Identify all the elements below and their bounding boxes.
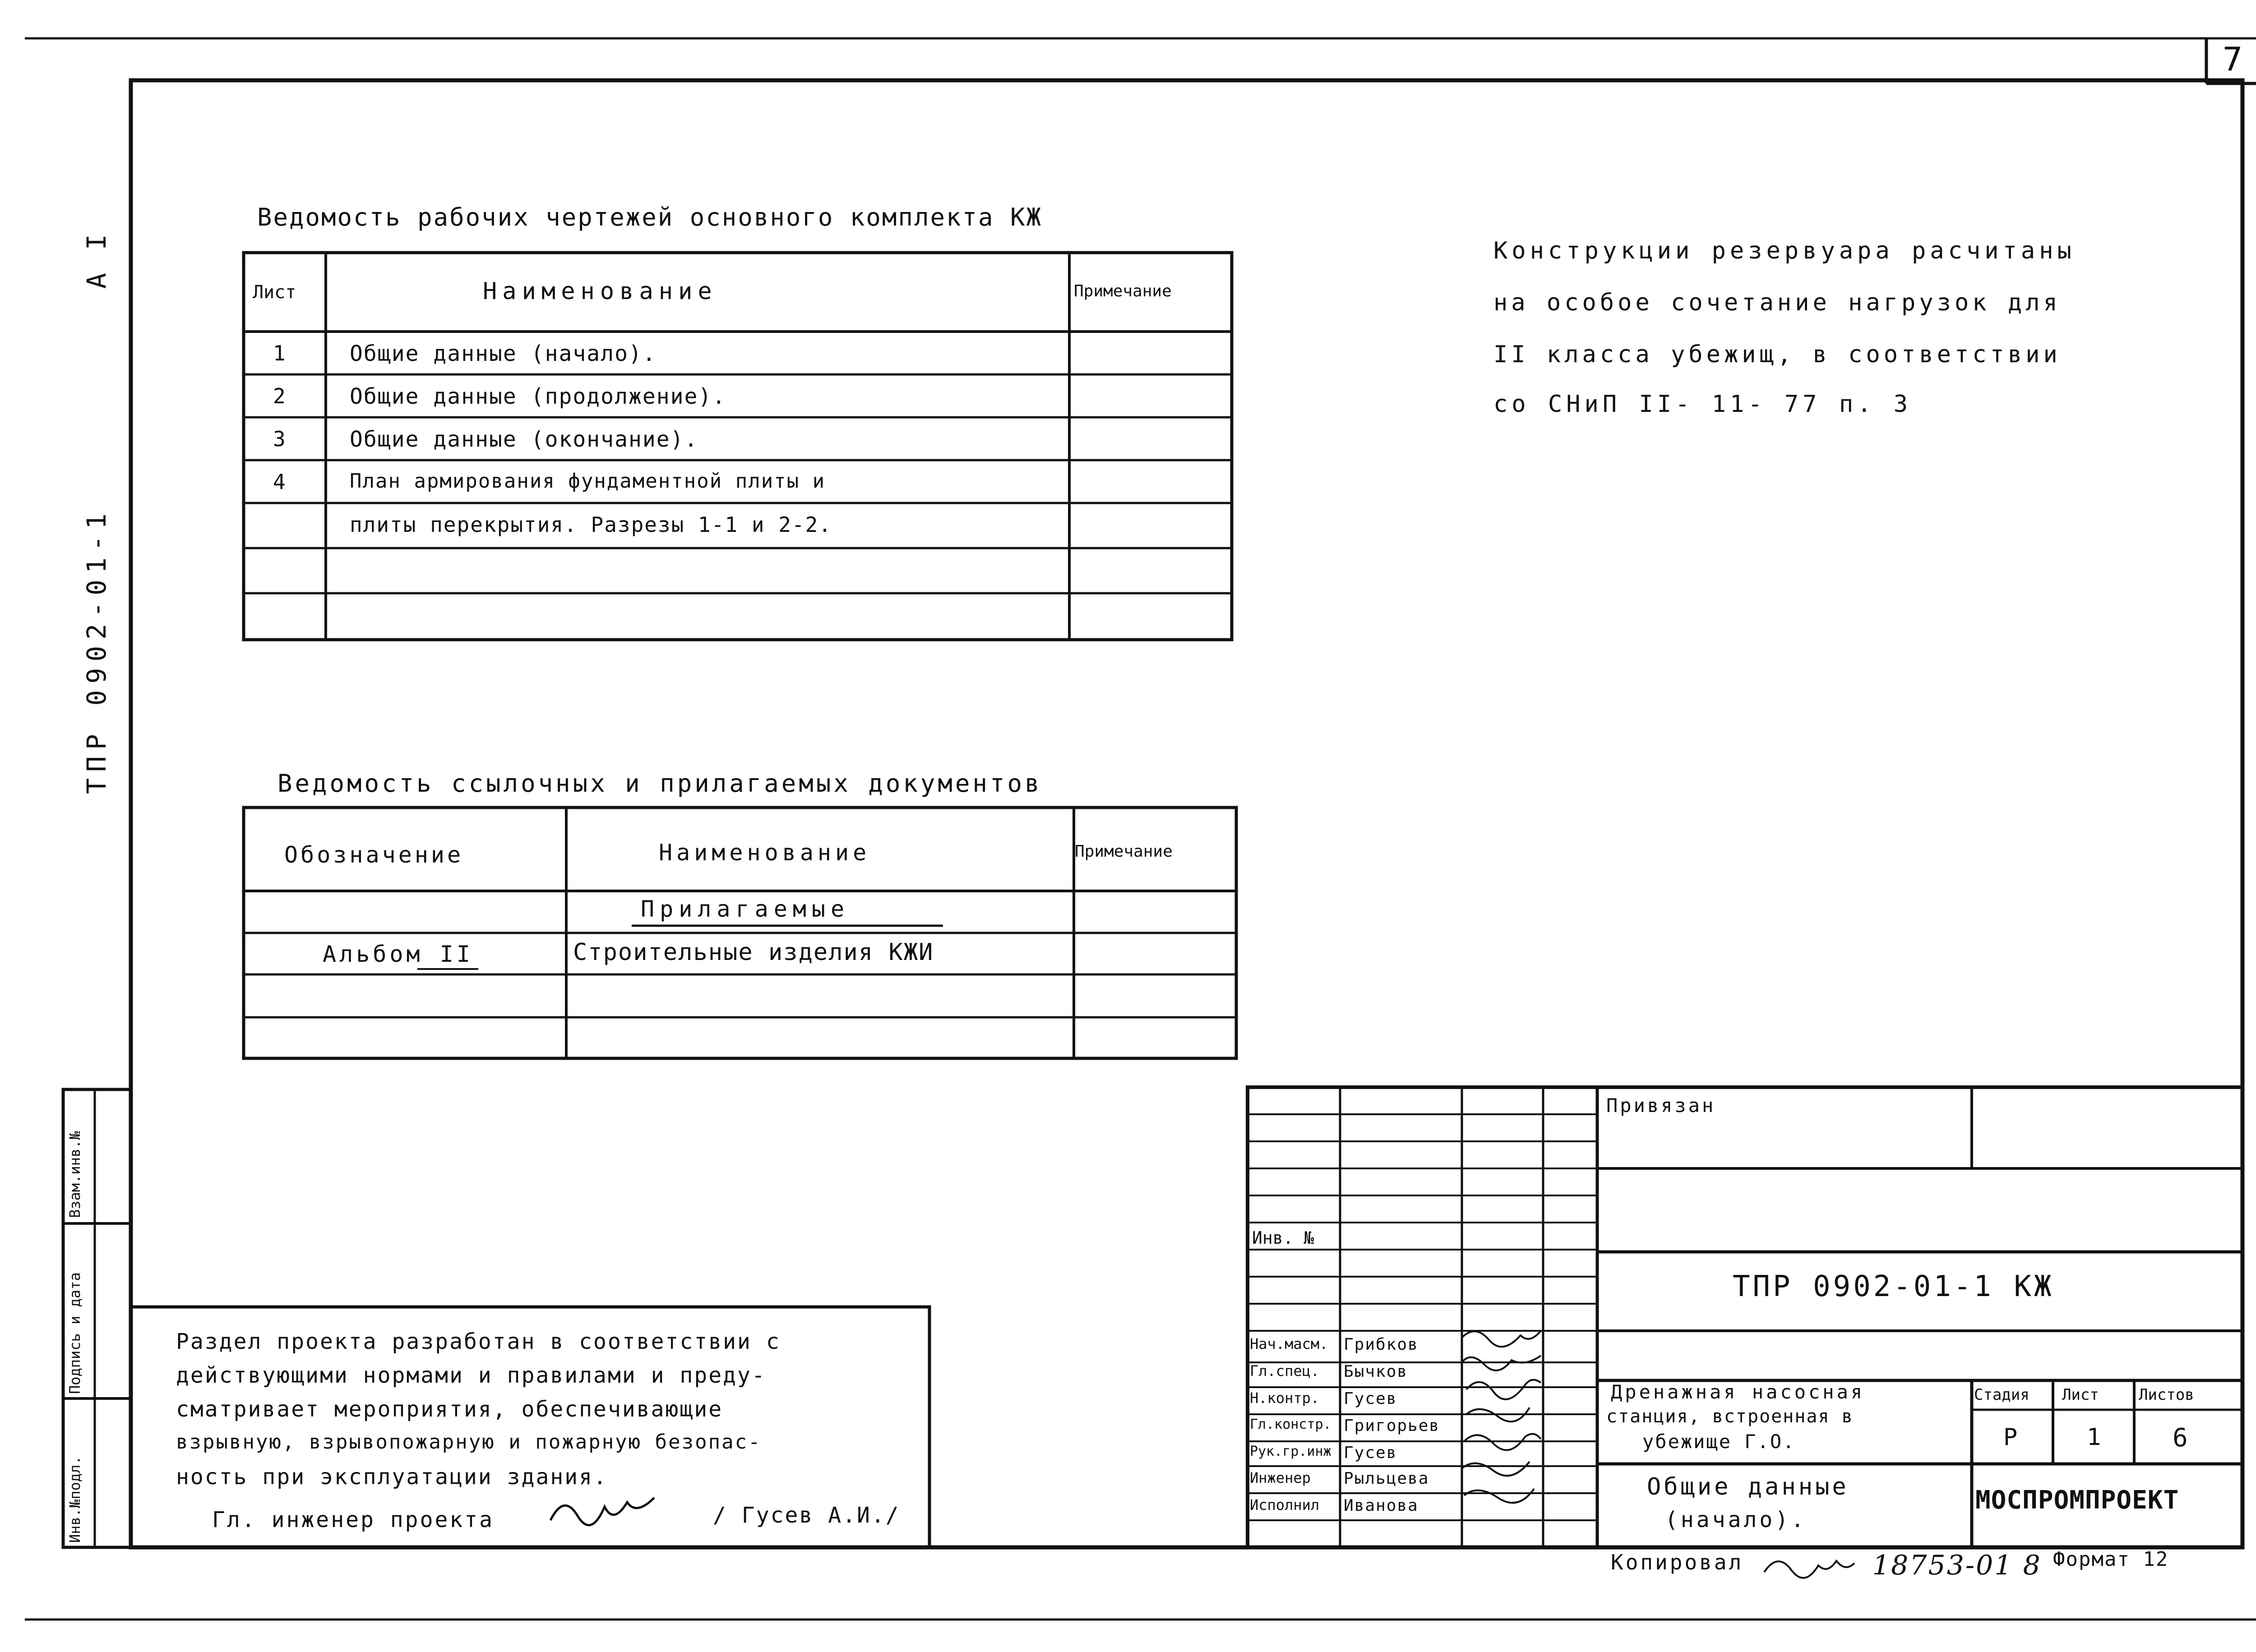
design-note-line: со СНиП II- 11- 77 п. 3 xyxy=(1493,391,1912,418)
signature-role: Инженер xyxy=(1250,1469,1311,1486)
sheets-value: 6 xyxy=(2173,1423,2188,1453)
privyazan-label: Привязан xyxy=(1606,1094,1716,1117)
sheet-title-line: (начало). xyxy=(1665,1507,1807,1532)
signature-name: Гусев xyxy=(1344,1444,1397,1462)
document-code-vertical: ТПР 0902-01-1 xyxy=(81,507,112,794)
stamp-replacement-inv: Взам.инв.№ xyxy=(66,1131,83,1218)
drawings-row-name: Общие данные (начало). xyxy=(350,341,656,366)
drawings-row-name: Общие данные (продолжение). xyxy=(350,384,726,409)
drawings-row-name: плиты перекрытия. Разрезы 1-1 и 2-2. xyxy=(350,512,832,537)
signature-role: Исполнил xyxy=(1250,1496,1320,1514)
stamp-inv-podl: Инв.№подл. xyxy=(66,1456,83,1543)
drawings-col-name: Наименование xyxy=(483,278,717,305)
signature-name: Гусев xyxy=(1344,1389,1397,1408)
object-name-line: станция, встроенная в xyxy=(1606,1406,1854,1427)
compliance-line: Раздел проекта разработан в соответствии с xyxy=(176,1329,781,1354)
object-name-line: убежище Г.О. xyxy=(1642,1431,1796,1453)
references-col-name: Наименование xyxy=(659,840,871,866)
document-code: ТПР 0902-01-1 КЖ xyxy=(1733,1270,2054,1303)
signature-name: Бычков xyxy=(1344,1362,1408,1381)
drawings-row-sheet: 3 xyxy=(273,427,286,451)
drawings-row-sheet: 2 xyxy=(273,384,286,408)
stamp-signature-date: Подпись и дата xyxy=(66,1272,83,1394)
handwritten-signatures xyxy=(1457,1326,1548,1525)
design-note-line: II класса убежищ, в соответствии xyxy=(1493,341,2061,368)
design-note-line: на особое сочетание нагрузок для xyxy=(1493,289,2061,316)
signature-name: Грибков xyxy=(1344,1335,1419,1354)
chief-engineer-name: / Гусев А.И./ xyxy=(713,1503,900,1528)
format-tag: А I xyxy=(81,231,112,289)
design-note-line: Конструкции резервуара расчитаны xyxy=(1493,237,2076,264)
object-name-line: Дренажная насосная xyxy=(1611,1381,1865,1403)
compliance-line: взрывную, взрывопожарную и пожарную безопас- xyxy=(176,1431,762,1454)
drawings-col-note: Примечание xyxy=(1074,282,1172,300)
inv-number-label: Инв. № xyxy=(1252,1228,1314,1248)
drawings-row-name: План армирования фундаментной плиты и xyxy=(350,470,826,493)
copier-signature xyxy=(1760,1547,1859,1583)
compliance-line: действующими нормами и правилами и преду- xyxy=(176,1363,766,1388)
signature-role: Рук.гр.инж xyxy=(1250,1444,1331,1459)
reference-designation: Альбом II xyxy=(323,941,473,967)
sheet-label: Лист xyxy=(2062,1386,2099,1404)
references-col-note: Примечание xyxy=(1075,842,1173,861)
signature-role: Нач.масм. xyxy=(1250,1335,1328,1352)
organization-name: МОСПРОМПРОЕКТ xyxy=(1975,1486,2179,1515)
signature-role: Н.контр. xyxy=(1250,1389,1320,1407)
stage-value: Р xyxy=(2003,1424,2018,1451)
signature-name: Рыльцева xyxy=(1344,1469,1429,1488)
signature-role: Гл.спец. xyxy=(1250,1362,1320,1380)
chief-engineer-title: Гл. инженер проекта xyxy=(212,1507,495,1532)
drawings-row-sheet: 1 xyxy=(273,341,286,365)
sheets-label: Листов xyxy=(2139,1386,2194,1404)
stage-label: Стадия xyxy=(1974,1386,2029,1404)
reference-name: Строительные изделия КЖИ xyxy=(573,939,934,966)
signature-name: Григорьев xyxy=(1344,1417,1440,1435)
compliance-line: сматривает мероприятия, обеспечивающие xyxy=(176,1397,723,1422)
signature-name: Иванова xyxy=(1344,1496,1419,1515)
references-col-designation: Обозначение xyxy=(284,842,464,868)
drawings-col-sheet: Лист xyxy=(253,282,296,303)
drawings-row-name: Общие данные (окончание). xyxy=(350,427,698,452)
copy-number: 18753-01 8 xyxy=(1872,1550,2042,1581)
sheet-number: 7 xyxy=(2222,40,2243,78)
compliance-line: ность при эксплуатации здания. xyxy=(176,1464,608,1490)
signature-role: Гл.констр. xyxy=(1250,1417,1331,1432)
drawings-list-title: Ведомость рабочих чертежей основного комплекта КЖ xyxy=(257,203,1043,231)
sheet-title-line: Общие данные xyxy=(1647,1473,1849,1500)
copied-label: Копировал xyxy=(1611,1550,1744,1574)
references-section-title: Прилагаемые xyxy=(641,896,850,922)
format-label: Формат 12 xyxy=(2053,1548,2169,1571)
sheet-value: 1 xyxy=(2087,1424,2101,1451)
drawings-row-sheet: 4 xyxy=(273,470,286,494)
chief-engineer-signature xyxy=(546,1489,663,1534)
references-list-title: Ведомость ссылочных и прилагаемых документов xyxy=(277,769,1042,798)
